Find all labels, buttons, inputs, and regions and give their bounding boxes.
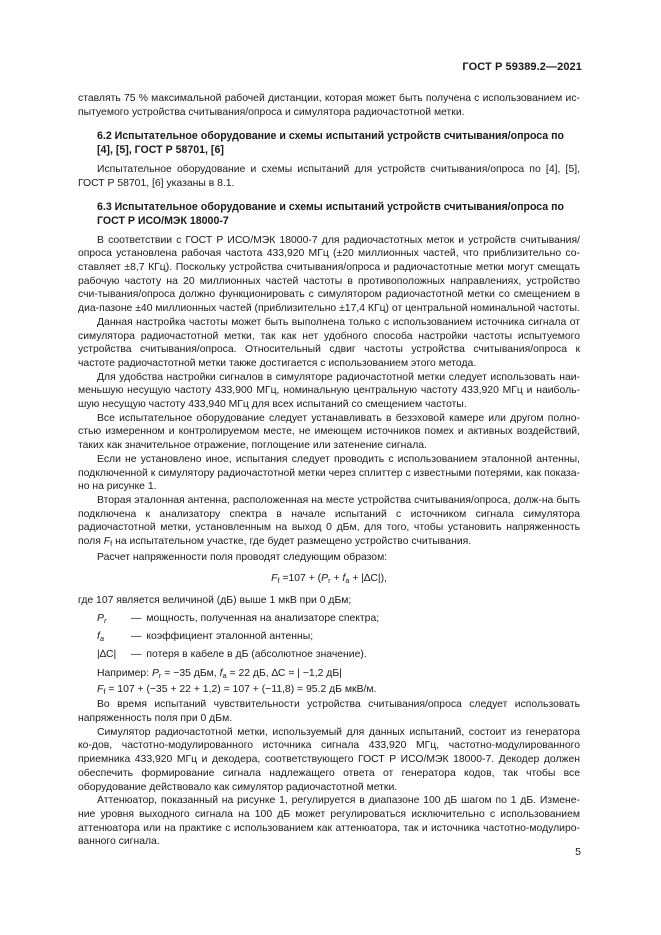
formula-where-line: где 107 является величиной (дБ) выше 1 мкВ при 0 дБм; (78, 595, 352, 607)
formula-definitions (78, 611, 580, 663)
definition-pr (97, 611, 580, 629)
page-number: 5 (575, 846, 581, 858)
p6-symbol: F (103, 536, 111, 548)
ex2-sym: F (97, 683, 104, 695)
field-strength-formula (78, 572, 580, 588)
formula-p: P (321, 572, 329, 584)
p6-symbol-sub: f (110, 539, 113, 549)
section-6-3-paragraph-7: Расчет напряженности поля проводят следующим образом: (97, 551, 388, 563)
definition-fa (97, 629, 580, 647)
def-text-pr: мощность, полученная на анализаторе спектра; (146, 612, 380, 624)
def-sub-fa: a (99, 633, 105, 643)
ex1-b: = −35 дБм, (161, 667, 220, 679)
ex2-sub: f (103, 686, 106, 696)
formula-lhs-sub: f (277, 575, 280, 585)
section-6-2-paragraph: Испытательное оборудование и схемы испытаний для устройств считывания/опроса по [4], [5], ГОСТ Р 58701, [6] указаны в 8.1. (78, 163, 580, 189)
def-dash-fa: — (131, 630, 142, 642)
p6-text-a: Вторая эталонная антенна, расположенная на месте устройства считывания/опроса, долж-на быть подключена к анализатору спектра в начале испытаний с источником сигнала симулятора радиочастотной метки, установленным на выход 0 дБм, для того, чтобы установить напряженность поля (78, 494, 580, 548)
def-dash-pr: — (131, 612, 142, 624)
def-sym-fa: f (97, 630, 100, 642)
example-line-1 (97, 667, 580, 683)
def-sym-pr: P (97, 612, 104, 624)
def-sym-dc: |∆C| (97, 648, 117, 660)
p6-text-b: на испытательном участке, где будет размещено устройство считывания. (112, 536, 472, 548)
section-6-3-paragraph-5: Если не установлено иное, испытания следует проводить с использованием эталонной антенны, подключенной к симулятору радиочастотной метки через сплиттер с известными потерями, как показа-но на рисунке 1. (78, 453, 580, 493)
section-6-3-paragraph-3: Для удобства настройки сигналов в симуляторе радиочастотной метки следует использовать наи-меньшую несущую частоту 433,900 МГц, номинальную центральную частоту 433,920 МГц и наиболь-шую несущую частоту 433,940 МГц для всех испытаний со смещением частоты. (78, 371, 580, 411)
section-6-3-title: 6.3 Испытательное оборудование и схемы испытаний устройств считывания/опроса по ГОСТ Р ИСО/МЭК 18000-7 (97, 201, 565, 227)
formula-mid: =107 + ( (279, 572, 322, 584)
ex1-f: f (219, 667, 223, 679)
formula-p-sub: r (328, 575, 331, 585)
example-line-2 (97, 683, 580, 699)
section-6-3-paragraph-6 (78, 494, 580, 551)
def-dash-dc: — (131, 648, 142, 660)
def-text-dc: потеря в кабеле в дБ (абсолютное значение). (146, 648, 367, 660)
formula-f: f (342, 572, 346, 584)
ex2-text: = 107 + (−35 + 22 + 1,2) = 107 + (−11,8) = 95.2 дБ мкВ/м. (105, 683, 377, 695)
section-6-3-paragraph-2: Данная настройка частоты может быть выполнена только с использованием источника сигнала от симулятора радиочастотной метки, так как нет удобного способа настройки частоты испытуемого устройства считывания/опроса. Относительный сдвиг частоты устройства считывания/опроса к частоте радиочастотной метки также достигается с использованием этого метода. (78, 316, 580, 369)
formula-lhs: F (271, 572, 278, 584)
section-6-3-paragraph-1: В соответствии с ГОСТ Р ИСО/МЭК 18000-7 для радиочастотных меток и устройств считывания/опроса установлена рабочая частота 433,920 МГц (±20 миллионных частей, что приблизительно со-ставляет ±8,7 КГц). Поскольку устройства считывания/опроса и радиочастотные метки могут смещать рабочую частоту на 20 миллионных частей частоты в противоположных направлениях, устройство счи-тывания/опроса должно функционировать с симулятором радиочастотной метки со смещением в диа-пазоне ±40 миллионных частей (приблизительно ±17,4 КГц) от центральной номинальной частоты. (78, 234, 580, 315)
calculation-example (78, 667, 580, 698)
page-content (78, 92, 580, 849)
formula-tail: + |∆C|), (349, 572, 387, 584)
section-6-3-paragraph-8: Во время испытаний чувствительности устройства считывания/опроса следует использовать напряженность поля при 0 дБм. (78, 699, 580, 725)
section-6-3-paragraph-4: Все испытательное оборудование следует устанавливать в безэховой камере или другом полно-стью измеренном и контролируемом месте, не имеющем источников помех и активных воздействий, таких как значительное отражение, поглощение или затенение сигнала. (78, 412, 580, 452)
definition-symbol (97, 647, 131, 663)
definition-dc (97, 647, 580, 663)
standard-header: ГОСТ Р 59389.2—2021 (462, 61, 582, 73)
def-sub-pr: r (103, 615, 107, 625)
section-6-3-paragraph-9: Симулятор радиочастотной метки, используемый для данных испытаний, состоит из генератора ко-дов, частотно-модулированного источника сигнала 433,920 МГц, частотно-модулированного приемника 433,920 МГц и декодера, соответствующего ГОСТ Р ИСО/МЭК 18000-7. Декодер должен обеспечить формирование сигнала надлежащего ответа от генератора кодов, так чтобы все оборудование действовало как симулятор радиочастотной метки. (78, 726, 580, 793)
ex1-fsub: a (222, 670, 227, 680)
ex1-p: P (151, 667, 159, 679)
ex1-c: = 22 дБ, ∆C = | −1,2 дБ| (226, 667, 342, 679)
formula-f-sub: a (345, 575, 350, 585)
ex1-a: Например: (97, 667, 152, 679)
definition-symbol (97, 629, 131, 647)
intro-paragraph: ставлять 75 % максимальной рабочей дистанции, которая может быть получена с использованием ис-пытуемого устройства считывания/опроса и симулятора радиочастотной метки. (78, 93, 580, 118)
definition-symbol (97, 611, 131, 629)
formula-plus: + (330, 572, 343, 584)
def-text-fa: коэффициент эталонной антенны; (146, 630, 314, 642)
ex1-psub: r (158, 670, 162, 680)
section-6-3-paragraph-10: Аттенюатор, показанный на рисунке 1, регулируется в диапазоне 100 дБ шагом по 1 дБ. Измене-ние уровня выходного сигнала на 100 дБ может регулироваться исключительно с использованием аттенюатора или на практике с использованием как аттенюатора, так и источника частотно-модулиро-ванного сигнала. (78, 795, 580, 848)
section-6-2-title: 6.2 Испытательное оборудование и схемы испытаний устройств считывания/опроса по [4], [5], ГОСТ Р 58701, [6] (97, 130, 565, 157)
